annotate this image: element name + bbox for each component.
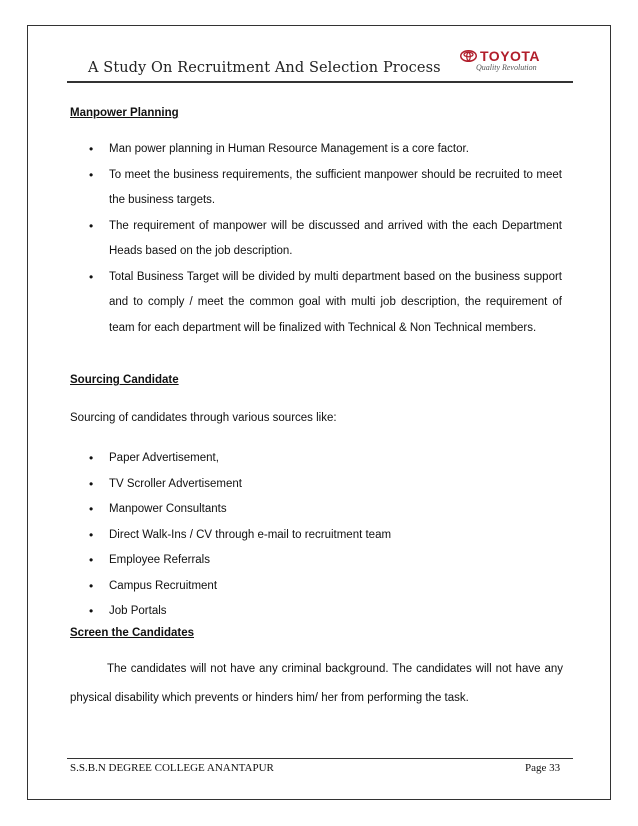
logo-tagline: Quality Revolution <box>476 63 537 72</box>
list-item: • Employee Referrals <box>70 548 562 574</box>
heading-manpower-planning: Manpower Planning <box>70 107 179 119</box>
heading-screen-candidates: Screen the Candidates <box>70 627 194 639</box>
list-item: • TV Scroller Advertisement <box>70 472 562 498</box>
screen-paragraph <box>70 655 563 713</box>
list-item: • Direct Walk-Ins / CV through e-mail to recruitment team <box>70 523 562 549</box>
list-item: • Manpower Consultants <box>70 497 562 523</box>
list-item: • Paper Advertisement, <box>70 446 562 472</box>
list-item: • Man power planning in Human Resource Management is a core factor. <box>70 137 562 163</box>
heading-sourcing-candidate: Sourcing Candidate <box>70 374 179 386</box>
list-item: • To meet the business requirements, the sufficient manpower should be recruited to meet the business targets. <box>70 163 562 214</box>
list-item: • Total Business Target will be divided by multi department based on the business support and to comply / meet the common goal with multi job description, the requirement of team for each department will be finalized with Technical & Non Technical members. <box>70 265 562 342</box>
footer-page-number: Page 33 <box>525 762 561 774</box>
manpower-bullet-list <box>70 137 562 341</box>
toyota-logo <box>460 48 552 84</box>
list-item: • The requirement of manpower will be discussed and arrived with the each Department Heads based on the job description. <box>70 214 562 265</box>
toyota-emblem-icon <box>460 50 477 62</box>
list-item: • Campus Recruitment <box>70 574 562 600</box>
screen-paragraph-text: The candidates will not have any criminal background. The candidates will not have any physical disability which prevents or hinders him/ her from performing the task. <box>70 663 563 704</box>
sourcing-bullet-list <box>70 446 562 625</box>
document-header-title: A Study On Recruitment And Selection Process <box>88 60 441 76</box>
sourcing-intro: Sourcing of candidates through various sources like: <box>70 412 337 424</box>
logo-wordmark: TOYOTA <box>480 48 541 64</box>
footer-rule <box>67 758 573 759</box>
header-rule <box>67 81 573 83</box>
list-item: • Job Portals <box>70 599 562 625</box>
footer-college-name: S.S.B.N DEGREE COLLEGE ANANTAPUR <box>70 762 274 774</box>
